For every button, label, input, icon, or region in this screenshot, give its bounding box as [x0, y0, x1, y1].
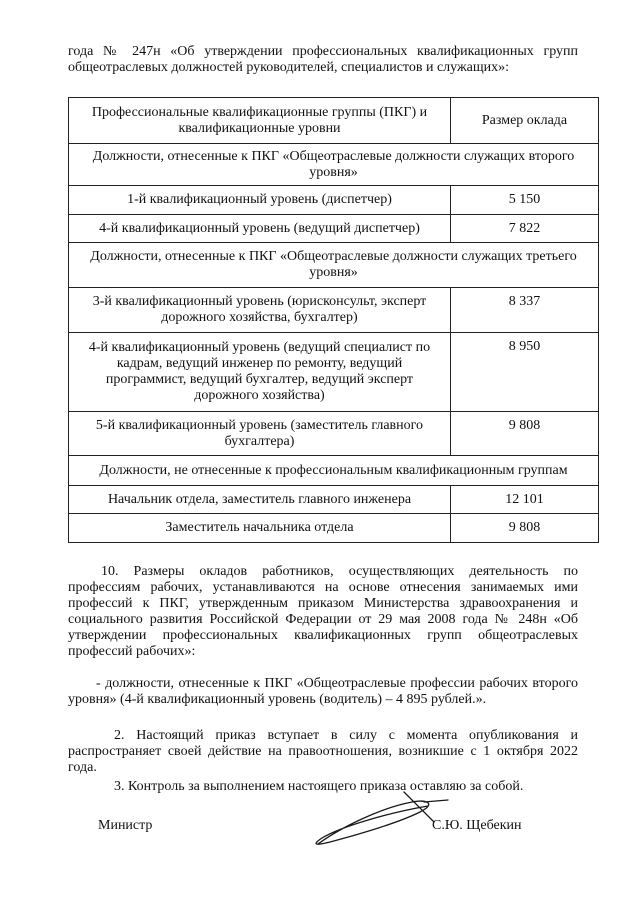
section-cell: Должности, отнесенные к ПКГ «Общеотраслевые должности служащих третьего уровня»	[69, 243, 599, 288]
signatory-name: С.Ю. Щебекин	[432, 818, 522, 833]
table-row	[69, 514, 599, 543]
position-cell: 3-й квалификационный уровень (юрисконсульт, эксперт дорожного хозяйства, бухгалтер)	[69, 288, 451, 333]
intro-line-1: года № 247н «Об утверждении профессиональных квалификационных групп	[68, 44, 578, 59]
paragraph-10: 10. Размеры окладов работников, осуществляющих деятельность по профессиям рабочих, устанавливаются на основе отнесения занимаемых ими профессий к ПКГ, утвержденным приказом Министерства здравоохранения и социального развития Российской Федерации от 29 мая 2008 года № 248н «Об утверждении профессиональных квалификационных групп общеотраслевых профессий рабочих»:	[68, 564, 578, 659]
intro-line-2: общеотраслевых должностей руководителей, специалистов и служащих»:	[68, 60, 510, 75]
salary-cell: 12 101	[451, 486, 599, 514]
salary-cell: 9 808	[451, 514, 599, 543]
paragraph-2: 2. Настоящий приказ вступает в силу с момента опубликования и распространяет своей действие на правоотношения, возникшие с 1 октября 2022 года.	[68, 728, 578, 775]
paragraph-3: 3. Контроль за выполнением настоящего приказа оставляю за собой.	[114, 779, 524, 794]
position-cell: Начальник отдела, заместитель главного инженера	[69, 486, 451, 514]
salary-cell: 9 808	[451, 412, 599, 456]
handwritten-signature	[300, 788, 450, 858]
table-row	[69, 215, 599, 243]
position-cell: 4-й квалификационный уровень (ведущий специалист по кадрам, ведущий инженер по ремонту, ведущий программист, ведущий бухгалтер, ведущий эксперт дорожного хозяйства)	[69, 333, 451, 412]
position-cell: 1-й квалификационный уровень (диспетчер)	[69, 186, 451, 215]
header-group-cell: Профессиональные квалификационные группы (ПКГ) и квалификационные уровни	[69, 98, 451, 144]
table-row	[69, 486, 599, 514]
position-cell: Заместитель начальника отдела	[69, 514, 451, 543]
table-section-row	[69, 456, 599, 486]
table-header-row	[69, 98, 599, 144]
table-row	[69, 186, 599, 215]
signatory-position: Министр	[98, 818, 153, 833]
table-row	[69, 412, 599, 456]
table-section-row	[69, 243, 599, 288]
salary-table	[68, 97, 599, 543]
salary-cell: 5 150	[451, 186, 599, 215]
intro-text	[68, 44, 578, 76]
salary-cell: 8 950	[451, 333, 599, 412]
position-cell: 5-й квалификационный уровень (заместитель главного бухгалтера)	[69, 412, 451, 456]
paragraph-10-item: - должности, отнесенные к ПКГ «Общеотраслевые профессии рабочих второго уровня» (4-й квалификационный уровень (водитель) – 4 895 рублей.».	[68, 676, 578, 707]
salary-cell: 7 822	[451, 215, 599, 243]
position-cell: 4-й квалификационный уровень (ведущий диспетчер)	[69, 215, 451, 243]
table-section-row	[69, 144, 599, 186]
table-row	[69, 333, 599, 412]
header-salary-cell: Размер оклада	[451, 98, 599, 144]
salary-cell: 8 337	[451, 288, 599, 333]
table-row	[69, 288, 599, 333]
section-cell: Должности, не отнесенные к профессиональным квалификационным группам	[69, 456, 599, 486]
section-cell: Должности, отнесенные к ПКГ «Общеотраслевые должности служащих второго уровня»	[69, 144, 599, 186]
